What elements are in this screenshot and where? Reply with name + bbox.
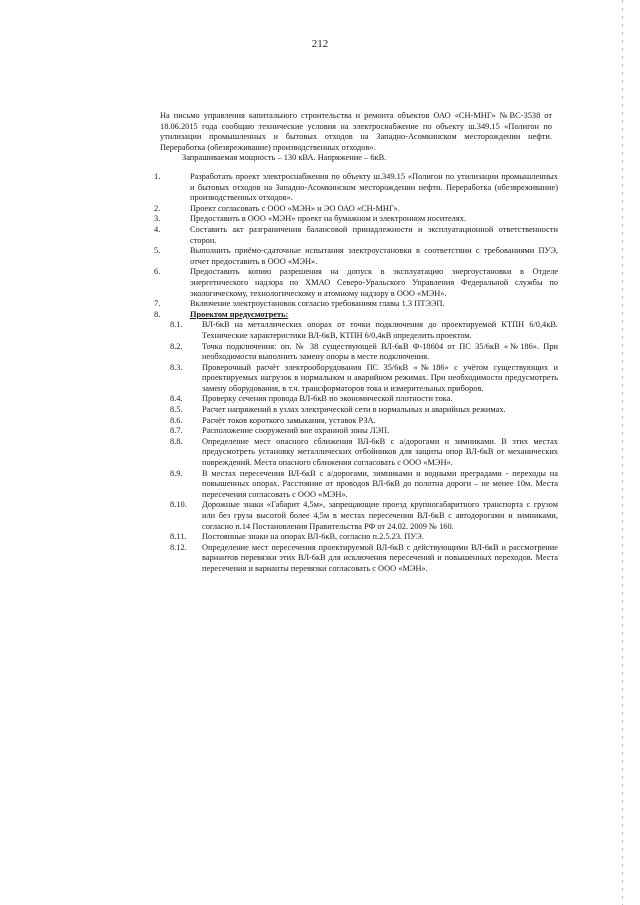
subitem-number: 8.7. [170, 426, 183, 436]
subitem-text: Определение мест опасного сближения ВЛ-6кВ с а/дорогами и зимниками. В этих местах предусмотреть установку металлических отбойников для защиты опор ВЛ-6кВ от механических повреждений. Места опасного сближения согласовать с ООО «МЭН». [202, 436, 558, 468]
sublist-item [146, 342, 558, 363]
list-item [146, 214, 558, 225]
subitem-text: Точка подключения: оп. № 38 существующей ВЛ-6кВ Ф-18604 от ПС 35/6кВ «№186». При необходимости выполнить замену опоры в месте подключения. [202, 341, 558, 362]
sublist-item [146, 394, 558, 405]
subitem-number: 8.8. [170, 436, 183, 446]
item-number: 8. [154, 309, 161, 319]
sublist-item [146, 320, 558, 341]
subitem-text: ВЛ-6кВ на металлических опорах от точки подключения до проектируемой КТПН 6/0,4кВ. Технические характеристики ВЛ-6кВ, КТПН 6/0,4кВ определить проектом. [202, 320, 558, 340]
subitem-text: В местах пересечения ВЛ-6кВ с а/дорогами, зимниками и водными преградами - переходы на повышенных опорах. Расстояние от проводов ВЛ-6кВ до полотна дороги – не менее 10м. Места пересечения согласовать с ООО «МЭН». [202, 468, 558, 499]
sublist-item [146, 469, 558, 501]
subitem-number: 8.12. [170, 542, 187, 552]
subitem-number: 8.6. [170, 415, 183, 425]
item-number: 6. [154, 267, 161, 277]
item-text: Предоставить в ООО «МЭН» проект на бумажном и электронном носителях. [190, 214, 466, 224]
item-text: Составить акт разграничения балансовой принадлежности и эксплуатационной ответственности сторон. [190, 224, 558, 245]
subitem-number: 8.4. [170, 394, 183, 404]
subitem-number: 8.1. [170, 320, 183, 330]
subitem-text: Постоянные знаки на опорах ВЛ-6кВ, согласно п.2.5.23. ПУЭ. [202, 532, 424, 542]
list-item [146, 172, 558, 204]
subitem-text: Проверку сечения провода ВЛ-6кВ по экономической плотности тока. [202, 394, 453, 404]
sublist-item [146, 405, 558, 416]
list-item [146, 225, 558, 246]
subitem-text: Проверочный расчёт электрооборудования ПС 35/6кВ «№186» с учётом существующих и проектируемых нагрузок в нормальном и аварийном режимах. При необходимости предусмотреть замену оборудования, в т.ч. трансформаторов тока и измерительных приборов. [202, 362, 558, 393]
item-text: Включение электроустановок согласно требованиям главы 1.3 ПТЭЭП. [190, 299, 445, 309]
item-text: Предоставить копию разрешения на допуск в эксплуатацию энергоустановки в Отделе энергетического надзора по ХМАО Северо-Уральского Управления Федеральной службы по экологическому, технологическому и атомному надзору в ООО «МЭН». [190, 267, 558, 298]
sublist-item [146, 543, 558, 575]
subitem-text: Расчёт токов короткого замыкания, уставок РЗА. [202, 415, 376, 425]
subitem-text: Определение мест пересечения проектируемой ВЛ-6кВ с действующими ВЛ-6кВ и рассмотрение вариантов перевязки этих ВЛ-6кВ для исключения пересечений и повышенных переходов. Места пересечения и варианты перевязки согласовать с ООО «МЭН». [202, 542, 558, 573]
subitem-number: 8.11. [170, 532, 187, 542]
sublist-item [146, 426, 558, 437]
item-number: 4. [154, 224, 161, 234]
item-number: 1. [154, 172, 161, 181]
list-item [146, 204, 558, 215]
item-number: 5. [154, 246, 161, 256]
list-item [146, 267, 558, 299]
list-item [146, 246, 558, 267]
subitem-number: 8.2. [170, 341, 183, 351]
subitem-number: 8.5. [170, 405, 183, 415]
list-item [146, 299, 558, 310]
item-text: Выполнить приёмо-сдаточные испытания электроустановки в соответствии с требованиями ПУЭ, отчет предоставить в ООО «МЭН». [190, 246, 558, 266]
sublist-item [146, 532, 558, 543]
sublist-item [146, 500, 558, 532]
sublist-item [146, 416, 558, 427]
subitem-number: 8.9. [170, 468, 183, 478]
subitem-number: 8.3. [170, 362, 183, 372]
requirements-list [146, 172, 558, 575]
subitem-text: Дорожные знаки «Габарит 4,5м», запрещающие проезд крупногабаритного транспорта с грузом или без груза высотой более 4,5м в местах пересечения ВЛ-6кВ с автодорогами и зимниками, согласно п.14 Постановления Правительства РФ от 24.02. 2009 № 160. [202, 500, 558, 531]
subitem-text: Расположение сооружений вне охранной зоны ЛЭП. [202, 426, 390, 436]
item-number: 7. [154, 299, 161, 309]
subitem-text: Расчет напряжений в узлах электрической сети в нормальных и аварийных режимах. [202, 405, 506, 415]
item-text: Проект согласовать с ООО «МЭН» и ЭО ОАО «СН-МНГ». [190, 203, 400, 213]
scan-edge-line [622, 0, 623, 905]
requested-power-line: Запрашиваемая мощность – 130 кВА. Напряжение – 6кВ. [182, 153, 387, 162]
item-number: 2. [154, 203, 161, 213]
sublist-item [146, 437, 558, 469]
sublist-item [146, 363, 558, 395]
item-number: 3. [154, 214, 161, 224]
intro-paragraph: На письмо управления капитального строительства и ремонта объектов ОАО «СН-МНГ» №ВС-3538 от 18.06.2015 года сообщаю технические условия на электроснабжение по объекту ш.349.15 «Полигон по утилизации промышленных и бытовых отходов на Западно-Асомкинском месторождении нефти. Переработка (обезвреживание) производственных отходов». [160, 111, 552, 152]
list-item [146, 310, 558, 321]
section-heading: Проектом предусмотреть: [190, 309, 289, 319]
page-number: 212 [311, 38, 329, 50]
subitem-number: 8.10. [170, 500, 187, 510]
item-text: Разработать проект электроснабжения по объекту ш.349.15 «Полигон по утилизации промышленных и бытовых отходов на Западно-Асомкинском месторождении нефти. Переработка (обезвреживание) производственных отходов». [190, 172, 558, 203]
